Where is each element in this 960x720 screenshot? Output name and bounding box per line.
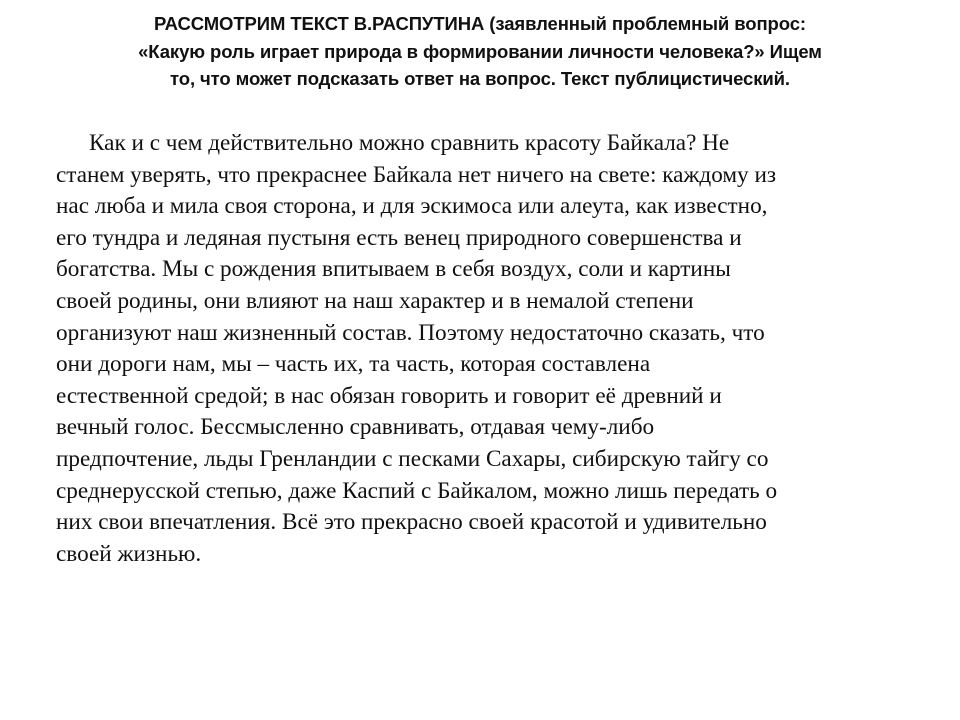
paragraph-line: вечный голос. Бессмысленно сравнивать, отдавая чему-либо: [56, 414, 655, 441]
slide-title: [40, 10, 920, 93]
paragraph-line: среднерусской степью, даже Каспий с Байкалом, можно лишь передать о: [56, 477, 778, 504]
paragraph-line: его тундра и ледяная пустыня есть венец природного совершенства и: [56, 224, 742, 251]
title-line: «Какую роль играет природа в формировании личности человека?» Ищем: [138, 40, 822, 62]
paragraph-line: своей жизнью.: [56, 540, 202, 567]
paragraph-line: нас люба и мила своя сторона, и для эскимоса или алеута, как известно,: [56, 193, 768, 220]
paragraph-line: предпочтение, льды Гренландии с песками Сахары, сибирскую тайгу со: [56, 445, 769, 472]
paragraph-line: естественной средой; в нас обязан говорить и говорит её древний и: [56, 382, 722, 409]
title-line: то, что может подсказать ответ на вопрос. Текст публицистический.: [170, 68, 790, 89]
paragraph-line: организуют наш жизненный состав. Поэтому недостаточно сказать, что: [56, 319, 765, 346]
paragraph-line: них свои впечатления. Всё это прекрасно своей красотой и удивительно: [56, 509, 767, 536]
paragraph-line: Как и с чем действительно можно сравнить красоту Байкала? Не: [89, 130, 730, 156]
body-paragraph: [0, 128, 960, 570]
title-line: РАССМОТРИМ ТЕКСТ В.РАСПУТИНА (заявленный проблемный вопрос:: [154, 13, 806, 34]
paragraph-line: своей родины, они влияют на наш характер и в немалой степени: [56, 287, 694, 314]
paragraph-line: они дороги нам, мы – часть их, та часть, которая составлена: [56, 351, 651, 378]
paragraph-line: богатства. Мы с рождения впитываем в себя воздух, соли и картины: [56, 256, 731, 283]
paragraph-line: станем уверять, что прекраснее Байкала нет ничего на свете: каждому из: [56, 161, 777, 188]
